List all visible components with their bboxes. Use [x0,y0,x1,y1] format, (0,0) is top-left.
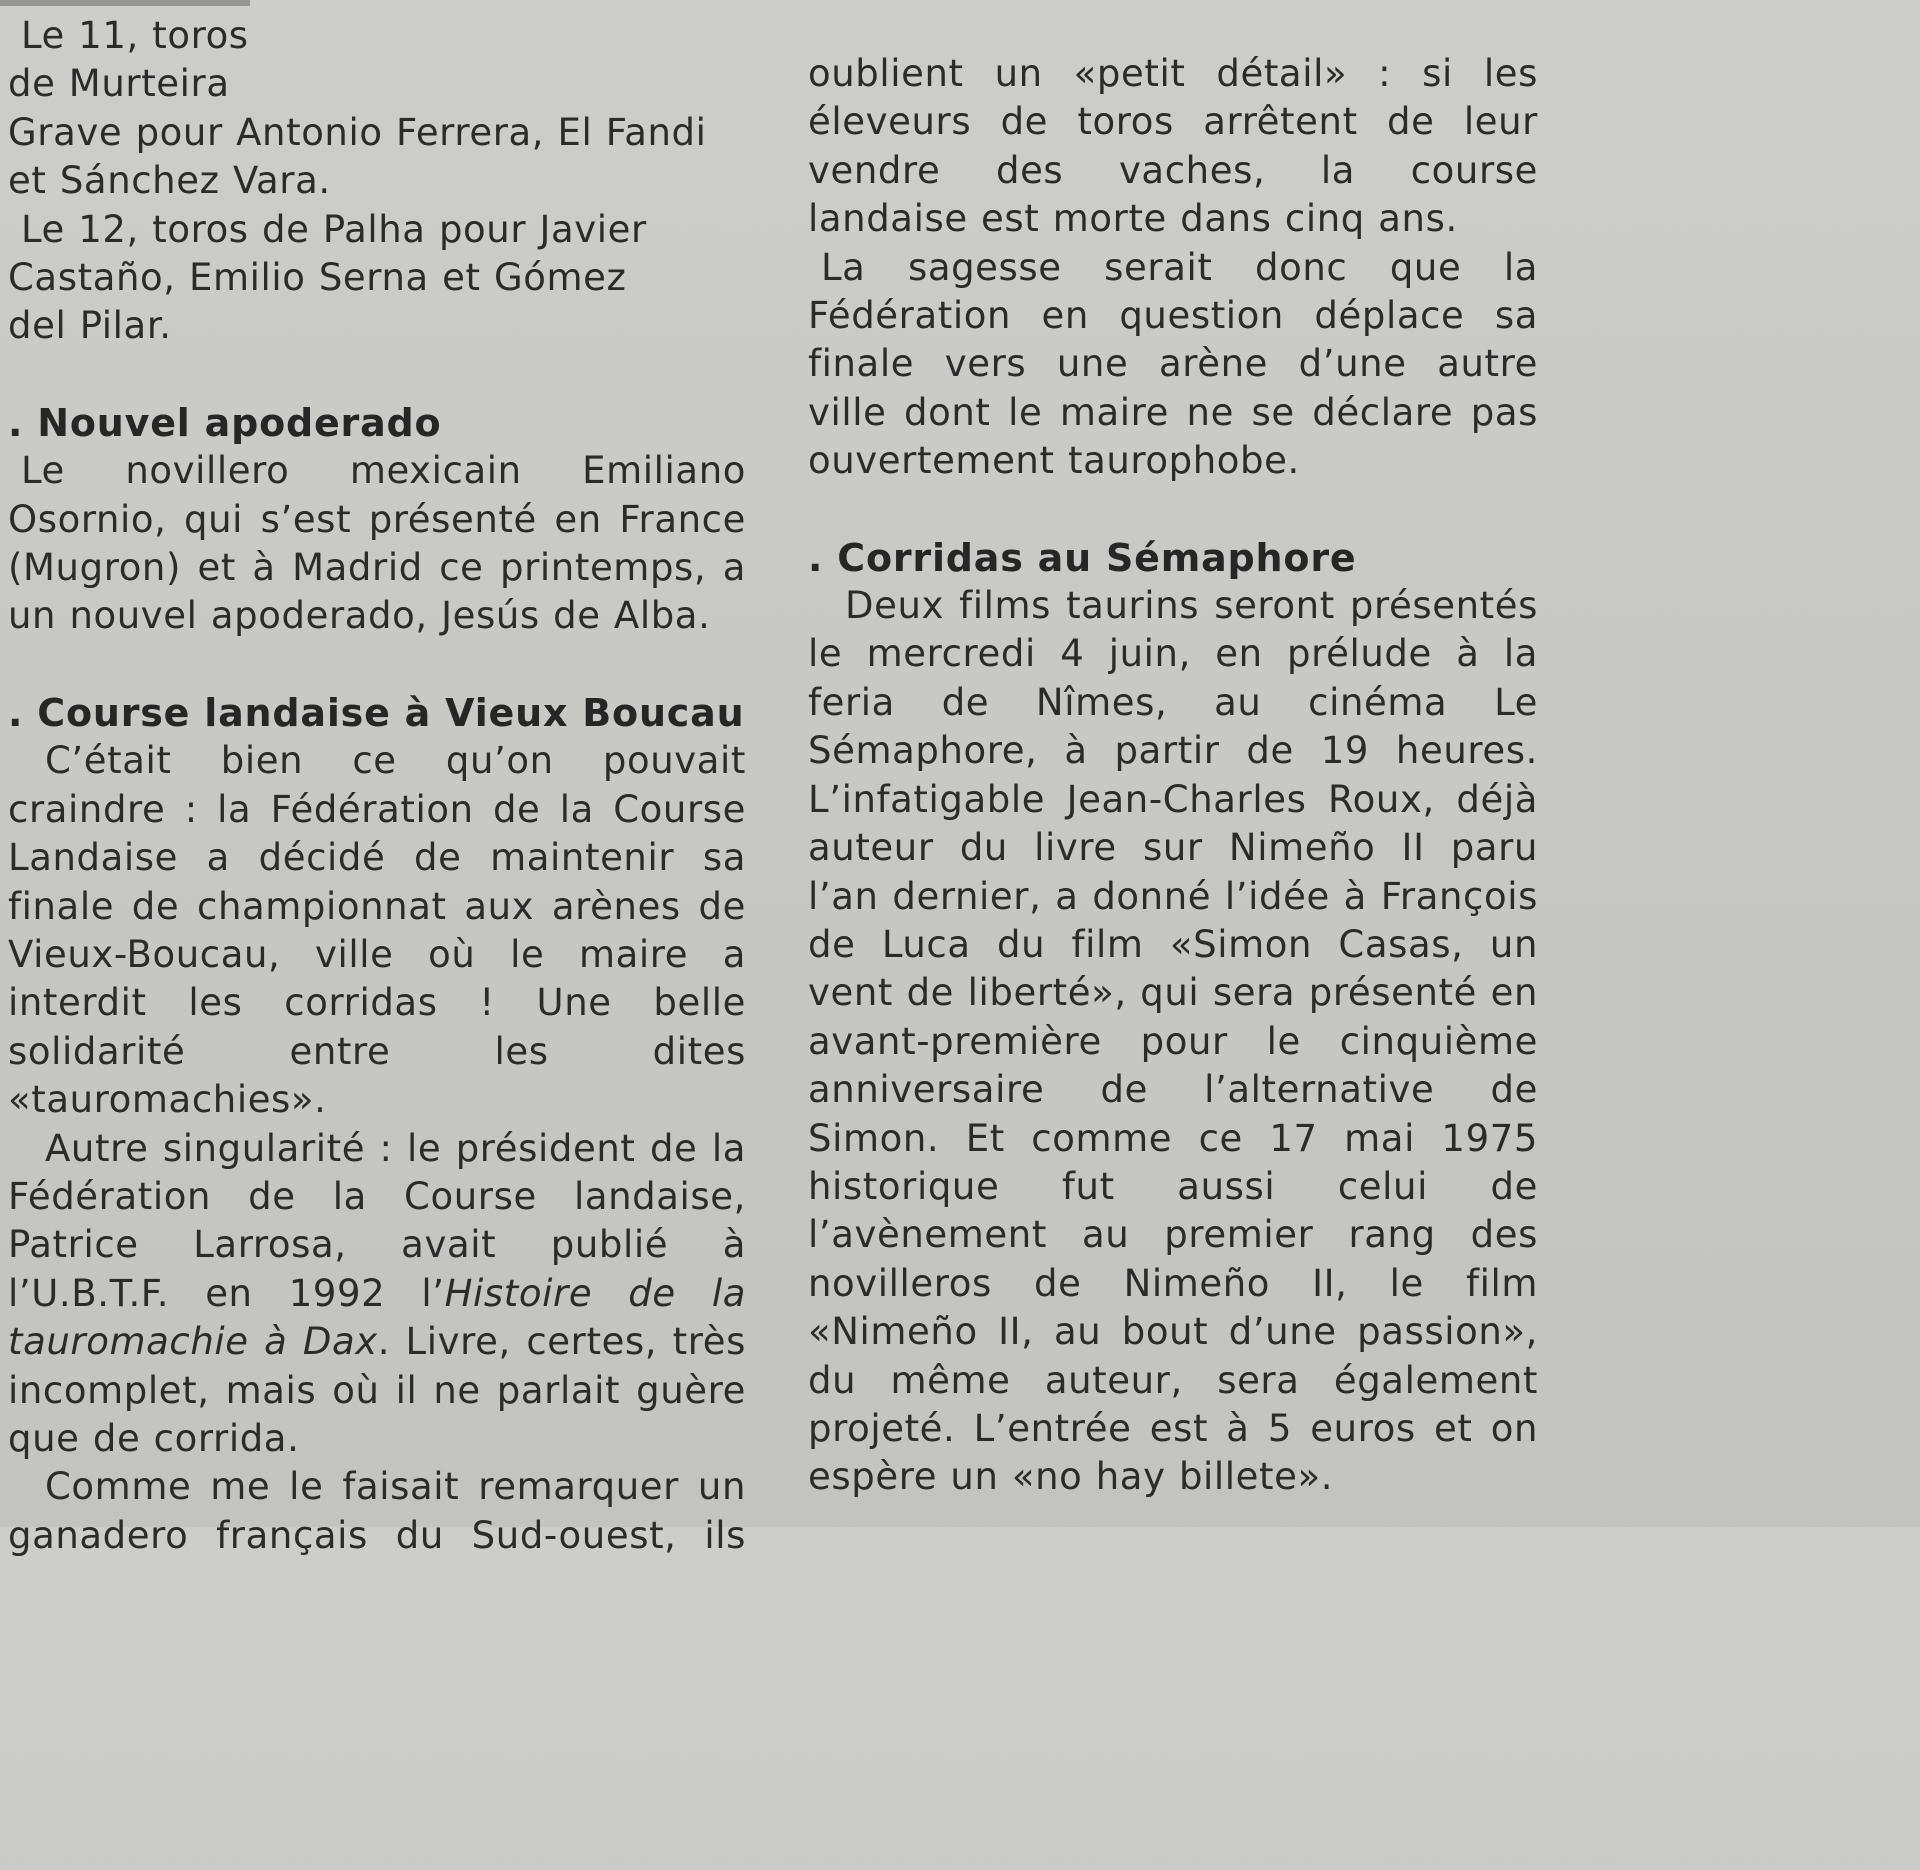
brief-toros-p2: Le 12, toros de Palha pour Javier Castaño, Emilio Serna et Gómez del Pilar. [8,207,647,348]
right-column [808,0,1538,1502]
course-landaise-p2-post: . Livre, certes, très incomplet, mais où il ne parlait guère que de corrida. [8,1320,746,1460]
course-landaise-p2-pre: Autre singularité : le président de la Fédération de la Course landaise, Patrice Larrosa, avait publié à l’U.B.T.F. en 1992 l’ [8,1126,746,1315]
left-column [8,0,746,1560]
spacer [8,351,746,399]
course-landaise-cont-p2: La sagesse serait donc que la Fédération en question déplace sa finale vers une arène d’une autre ville dont le maire ne se déclare pas ouvertement taurophobe. [808,245,1538,483]
brief-toros-line2: de Murteira [8,62,230,106]
article-nouvel-apoderado [8,399,746,641]
spacer [808,486,1538,534]
brief-toros-text: Grave pour Antonio Ferrera, El Fandi et Sánchez Vara. [8,110,707,203]
book-title-italic: Histoire de la tauromachie à Dax [8,1271,747,1364]
spacer [8,641,746,689]
heading-nouvel-apoderado: . Nouvel apoderado [8,400,442,445]
article-course-landaise [8,689,746,1560]
heading-course-landaise: . Course landaise à Vieux Boucau [8,690,745,735]
heading-corridas-semaphore: . Corridas au Sémaphore [808,535,1357,580]
brief-toros [8,12,746,351]
course-landaise-p1: C’était bien ce qu’on pouvait craindre : la Fédération de la Course Landaise a décidé de maintenir sa finale de championnat aux arènes de Vieux-Boucau, ville où le maire a interdit les corridas ! Une belle solidarité entre les dites «tauromachies». [8,739,746,1122]
course-landaise-cont-p1: oublient un «petit détail» : si les éleveurs de toros arrêtent de leur vendre des vaches, la course landaise est morte dans cinq ans. [808,52,1538,241]
brief-toros-line1: Le 11, toros [20,14,249,57]
article-course-landaise-continued [808,50,1538,486]
body-corridas-semaphore: Deux films taurins seront présentés le mercredi 4 juin, en prélude à la feria de Nîmes, au cinéma Le Sémaphore, à partir de 19 heures. L’infatigable Jean-Charles Roux, déjà auteur du livre sur Nimeño II paru l’an dernier, a donné l’idée à François de Luca du film «Simon Casas, un vent de liberté», qui sera présenté en avant-première pour le cinquième anniversaire de l’alternative de Simon. Et comme ce 17 mai 1975 historique fut aussi celui de l’avènement au premier rang des novilleros de Nimeño II, le film «Nimeño II, au bout d’une passion», du même auteur, sera également projeté. L’entrée est à 5 euros et on espère un «no hay billete». [808,584,1538,1499]
body-nouvel-apoderado: Le novillero mexicain Emiliano Osornio, qui s’est présenté en France (Mugron) et à Madrid ce printemps, a un nouvel apoderado, Jesús de Alba. [8,449,746,638]
article-corridas-semaphore [808,534,1538,1502]
course-landaise-p2 [8,1125,746,1464]
course-landaise-p3: Comme me le faisait remarquer un ganadero français du Sud-ouest, ils [8,1465,746,1557]
